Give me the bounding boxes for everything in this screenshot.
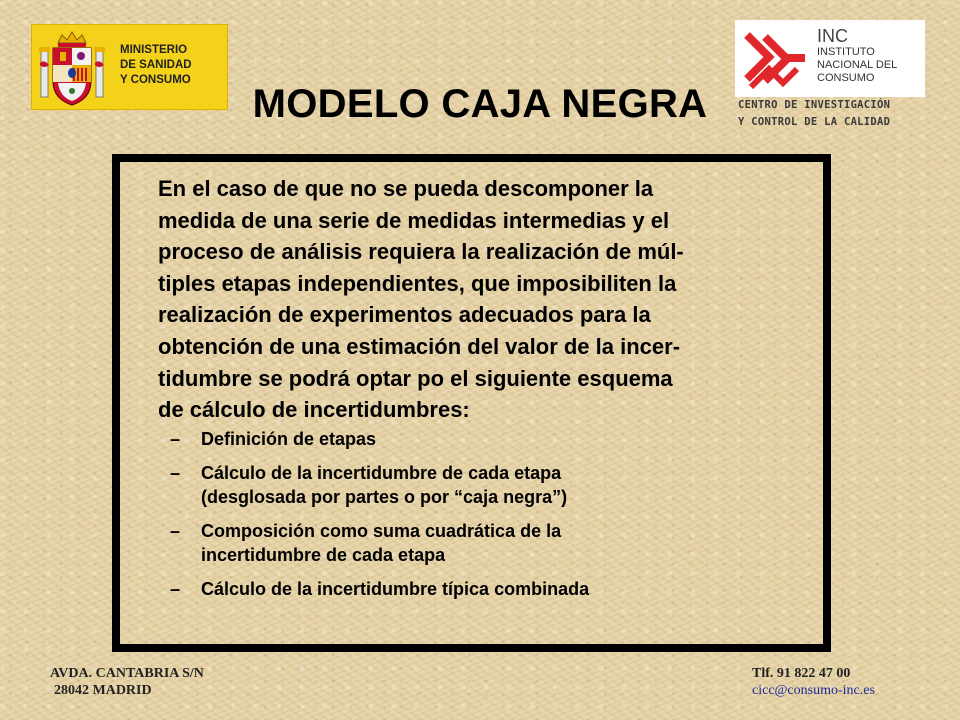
bullet-text: Cálculo de la incertidumbre de cada etapa (desglosada por partes o por “caja negra”) [201, 463, 568, 507]
footer-contact [752, 665, 875, 699]
inc-name-line: NACIONAL DEL [817, 59, 898, 71]
list-item [170, 461, 810, 509]
slide-title: MODELO CAJA NEGRA [252, 82, 708, 126]
list-item [170, 519, 810, 567]
list-item [170, 427, 810, 451]
inc-abbreviation: INC [817, 26, 848, 46]
bullet-text: Composición como suma cuadrática de la incertidumbre de cada etapa [201, 521, 562, 565]
footer-address [50, 665, 204, 699]
ministry-name-line: Y CONSUMO [120, 74, 191, 86]
bullet-text: Cálculo de la incertidumbre típica combinada [201, 579, 590, 599]
bullet-text: Definición de etapas [201, 429, 377, 449]
email-address: cicc@consumo-inc.es [752, 683, 875, 698]
inc-name-line: INSTITUTO [817, 46, 875, 58]
inc-center-line: CENTRO DE INVESTIGACIÓN [738, 99, 891, 111]
bullet-dash: – [170, 521, 181, 541]
intro-paragraph: En el caso de que no se pueda descomponer la medida de una serie de medidas intermedias y el proceso de análisis requiera la realización de múl- tiples etapas independientes, que imposibiliten la realización de experimentos adecuados para la obtención de una estimación del valor de la incer- tidumbre se podrá optar po el siguiente esquema de cálculo de incertidumbres: [158, 176, 684, 423]
bullet-dash: – [170, 579, 181, 599]
address-line: 28042 MADRID [54, 683, 152, 698]
phone-number: Tlf. 91 822 47 00 [752, 666, 851, 681]
ministry-name-line: MINISTERIO [120, 44, 188, 56]
bullet-list [170, 427, 810, 611]
inc-mark-icon [739, 27, 807, 90]
inc-name-line: CONSUMO [817, 72, 875, 84]
bullet-dash: – [170, 463, 181, 483]
bullet-dash: – [170, 429, 181, 449]
inc-center-line: Y CONTROL DE LA CALIDAD [738, 116, 891, 128]
content-box [112, 154, 831, 652]
address-line: AVDA. CANTABRIA S/N [50, 666, 204, 681]
ministry-name-line: DE SANIDAD [120, 59, 192, 71]
inc-name [817, 26, 897, 85]
list-item [170, 577, 810, 601]
